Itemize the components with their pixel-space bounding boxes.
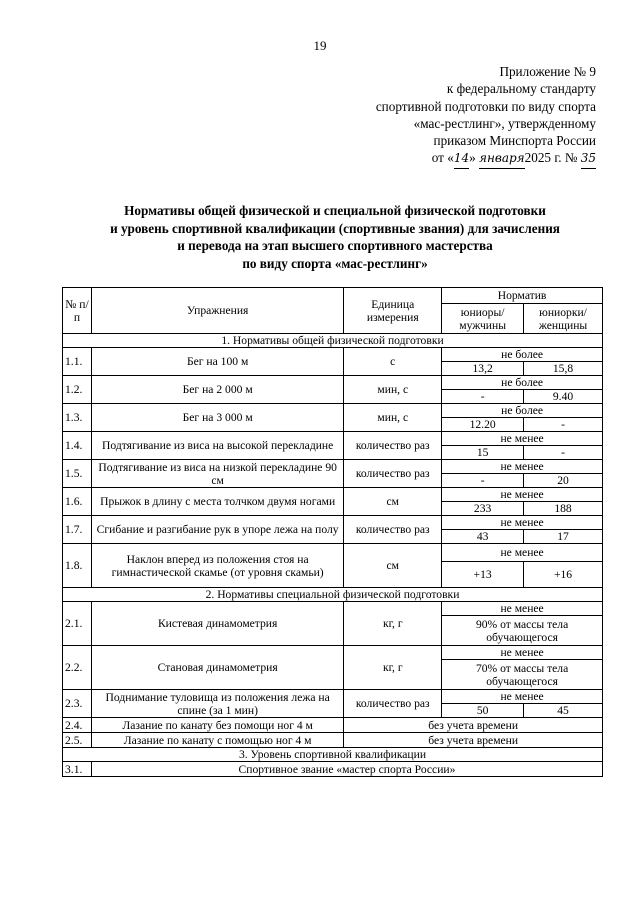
row-women-value: - — [524, 418, 603, 432]
row-condition: не менее — [442, 432, 603, 446]
row-number: 1.5. — [63, 460, 92, 488]
row-exercise: Подтягивание из виса на низкой перекладине 90 см — [91, 460, 343, 488]
table-row — [63, 646, 603, 660]
header-unit: Единица измерения — [344, 288, 442, 334]
row-women-value: 188 — [524, 502, 603, 516]
row-unit: с — [344, 348, 442, 376]
handwritten-day: 14 — [454, 150, 469, 168]
row-exercise: Бег на 100 м — [91, 348, 343, 376]
appendix-header — [326, 63, 596, 169]
row-condition: не более — [442, 376, 603, 390]
row-unit: количество раз — [344, 516, 442, 544]
document-title: Нормативы общей физической и специальной физической подготовки и уровень спортивной квалификации (спортивные звания) для зачисления и перевода на этап высшего спортивного мастерства по виду спорта «мас-рестлинг» — [110, 203, 560, 271]
row-exercise: Подтягивание из виса на высокой перекладине — [91, 432, 343, 460]
table-row — [63, 460, 603, 474]
row-number: 1.7. — [63, 516, 92, 544]
appendix-date-line: от «14» января2025 г. № 35 — [326, 149, 596, 168]
row-condition: не более — [442, 404, 603, 418]
row-value: 70% от массы тела обучающегося — [442, 660, 603, 690]
table-row — [63, 602, 603, 616]
handwritten-month: января — [479, 150, 525, 168]
handwritten-number: 35 — [581, 150, 596, 168]
row-exercise: Сгибание и разгибание рук в упоре лежа на полу — [91, 516, 343, 544]
row-men-value: 13,2 — [442, 362, 524, 376]
appendix-line: «мас-рестлинг», утвержденному — [413, 115, 596, 131]
header-women: юниорки/ женщины — [524, 304, 603, 334]
header-men: юниоры/ мужчины — [442, 304, 524, 334]
row-women-value: 9.40 — [524, 390, 603, 404]
row-unit: см — [344, 544, 442, 588]
row-number: 3.1. — [63, 762, 92, 777]
row-exercise: Лазание по канату без помощи ног 4 м — [91, 718, 343, 733]
row-exercise: Бег на 2 000 м — [91, 376, 343, 404]
table-row — [63, 348, 603, 362]
row-men-value: 233 — [442, 502, 524, 516]
header-norm: Норматив — [442, 288, 603, 304]
table-row — [63, 544, 603, 562]
row-women-value: 20 — [524, 474, 603, 488]
row-women-value: 17 — [524, 530, 603, 544]
row-men-value: +13 — [442, 562, 524, 588]
row-exercise: Становая динамометрия — [91, 646, 343, 690]
appendix-line: приказом Минспорта России — [433, 133, 596, 149]
section-3: 3. Уровень спортивной квалификации — [63, 748, 603, 762]
section-2: 2. Нормативы специальной физической подготовки — [63, 588, 603, 602]
row-value: без учета времени — [344, 733, 603, 748]
row-unit: см — [344, 488, 442, 516]
row-women-value: 45 — [524, 704, 603, 718]
row-number: 1.8. — [63, 544, 92, 588]
row-men-value: 50 — [442, 704, 524, 718]
row-unit: количество раз — [344, 690, 442, 718]
table-row — [63, 432, 603, 446]
header-num: № п/п — [63, 288, 92, 334]
row-exercise: Поднимание туловища из положения лежа на спине (за 1 мин) — [91, 690, 343, 718]
row-unit: кг, г — [344, 602, 442, 646]
row-condition: не менее — [442, 460, 603, 474]
row-women-value: +16 — [524, 562, 603, 588]
row-value: без учета времени — [344, 718, 603, 733]
row-exercise: Прыжок в длину с места толчком двумя ногами — [91, 488, 343, 516]
row-number: 1.3. — [63, 404, 92, 432]
row-men-value: - — [442, 474, 524, 488]
row-men-value: - — [442, 390, 524, 404]
table-row — [63, 488, 603, 502]
page-number: 19 — [313, 38, 327, 53]
row-exercise: Кистевая динамометрия — [91, 602, 343, 646]
row-unit: количество раз — [344, 432, 442, 460]
row-number: 1.1. — [63, 348, 92, 376]
row-number: 1.2. — [63, 376, 92, 404]
table-row — [63, 404, 603, 418]
row-condition: не менее — [442, 544, 603, 562]
table-row — [63, 516, 603, 530]
standards-table — [62, 287, 603, 777]
row-unit: мин, с — [344, 404, 442, 432]
row-condition: не менее — [442, 646, 603, 660]
row-number: 2.2. — [63, 646, 92, 690]
row-women-value: 15,8 — [524, 362, 603, 376]
row-condition: не менее — [442, 602, 603, 616]
appendix-line: к федеральному стандарту — [446, 81, 596, 97]
appendix-line: спортивной подготовки по виду спорта — [375, 98, 596, 114]
row-condition: не менее — [442, 488, 603, 502]
table-row — [63, 376, 603, 390]
row-number: 2.3. — [63, 690, 92, 718]
appendix-line: Приложение № 9 — [499, 64, 596, 79]
row-exercise: Наклон вперед из положения стоя на гимнастической скамье (от уровня скамьи) — [91, 544, 343, 588]
row-men-value: 43 — [442, 530, 524, 544]
row-number: 2.4. — [63, 718, 92, 733]
row-number: 2.5. — [63, 733, 92, 748]
row-condition: не менее — [442, 690, 603, 704]
row-value: Спортивное звание «мастер спорта России» — [91, 762, 602, 777]
row-number: 2.1. — [63, 602, 92, 646]
row-value: 90% от массы тела обучающегося — [442, 616, 603, 646]
row-exercise: Лазание по канату с помощью ног 4 м — [91, 733, 343, 748]
row-unit: мин, с — [344, 376, 442, 404]
row-women-value: - — [524, 446, 603, 460]
row-number: 1.6. — [63, 488, 92, 516]
row-condition: не менее — [442, 516, 603, 530]
row-number: 1.4. — [63, 432, 92, 460]
section-1: 1. Нормативы общей физической подготовки — [63, 334, 603, 348]
row-exercise: Бег на 3 000 м — [91, 404, 343, 432]
row-unit: количество раз — [344, 460, 442, 488]
row-men-value: 12.20 — [442, 418, 524, 432]
row-unit: кг, г — [344, 646, 442, 690]
row-condition: не более — [442, 348, 603, 362]
header-exercise: Упражнения — [91, 288, 343, 334]
row-men-value: 15 — [442, 446, 524, 460]
